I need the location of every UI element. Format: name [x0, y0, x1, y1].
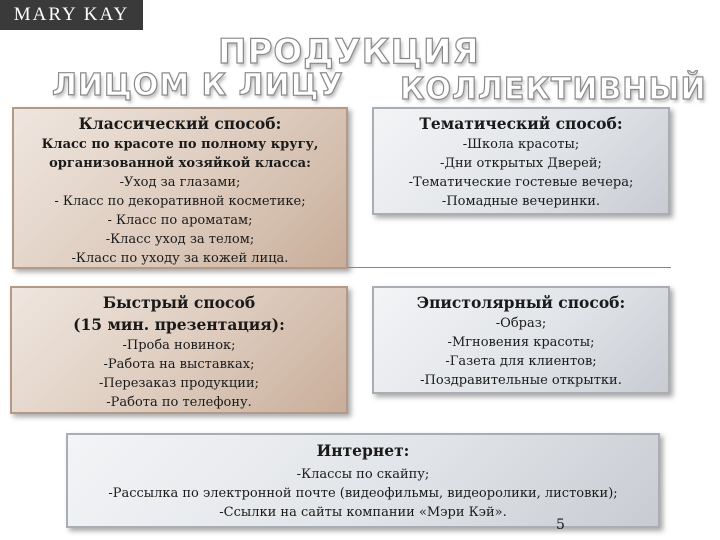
thematic-method-heading: Тематический способ: [419, 114, 623, 133]
internet-method-heading: Интернет: [316, 441, 410, 460]
title-collective: КОЛЛЕКТИВНЫЙ [400, 72, 707, 107]
list-item: - Класс по ароматам; [107, 213, 253, 228]
classic-method-heading: Классический способ: [78, 114, 282, 133]
divider-line [348, 267, 671, 268]
list-item: -Газета для клиентов; [445, 354, 597, 369]
fast-method-heading: (15 мин. презентация): [73, 315, 285, 334]
classic-method-subheading: Класс по красоте по полному кругу, [41, 137, 319, 152]
internet-method-box [66, 433, 660, 528]
list-item: -Перезаказ продукции; [98, 376, 260, 391]
epistolary-method-box [372, 286, 670, 394]
list-item: - Класс по декоративной косметике; [54, 194, 306, 209]
list-item: -Классы по скайпу; [296, 467, 430, 482]
list-item: -Поздравительные открытки. [420, 373, 622, 388]
list-item: -Образ; [495, 316, 547, 331]
fast-method-box [10, 286, 348, 414]
list-item: -Работа на выставках; [103, 357, 255, 372]
list-item: -Помадные вечеринки. [441, 194, 601, 209]
page-number: 5 [556, 517, 565, 533]
list-item: -Класс по уходу за кожей лица. [71, 251, 289, 266]
title-products: ПРОДУКЦИЯ [218, 32, 480, 72]
classic-method-subheading: организованной хозяйкой класса: [49, 156, 311, 171]
list-item: -Тематические гостевые вечера; [408, 175, 634, 190]
list-item: -Школа красоты; [462, 137, 580, 152]
list-item: -Рассылка по электронной почте (видеофильмы, видеоролики, листовки); [108, 486, 618, 501]
thematic-method-box [372, 107, 670, 215]
mary-kay-logo: MARY KAY [0, 0, 143, 30]
list-item: -Ссылки на сайты компании «Мэри Кэй». [219, 505, 507, 520]
list-item: -Мгновения красоты; [447, 335, 595, 350]
list-item: -Дни открытых Дверей; [440, 156, 602, 171]
list-item: -Работа по телефону. [106, 395, 252, 410]
list-item: -Проба новинок; [122, 338, 236, 353]
title-face-to-face: ЛИЦОМ К ЛИЦУ [52, 68, 344, 103]
list-item: -Уход за глазами; [119, 175, 241, 190]
epistolary-method-heading: Эпистолярный способ: [416, 293, 626, 312]
fast-method-heading: Быстрый способ [102, 293, 256, 312]
classic-method-box [12, 107, 348, 269]
list-item: -Класс уход за телом; [105, 232, 255, 247]
